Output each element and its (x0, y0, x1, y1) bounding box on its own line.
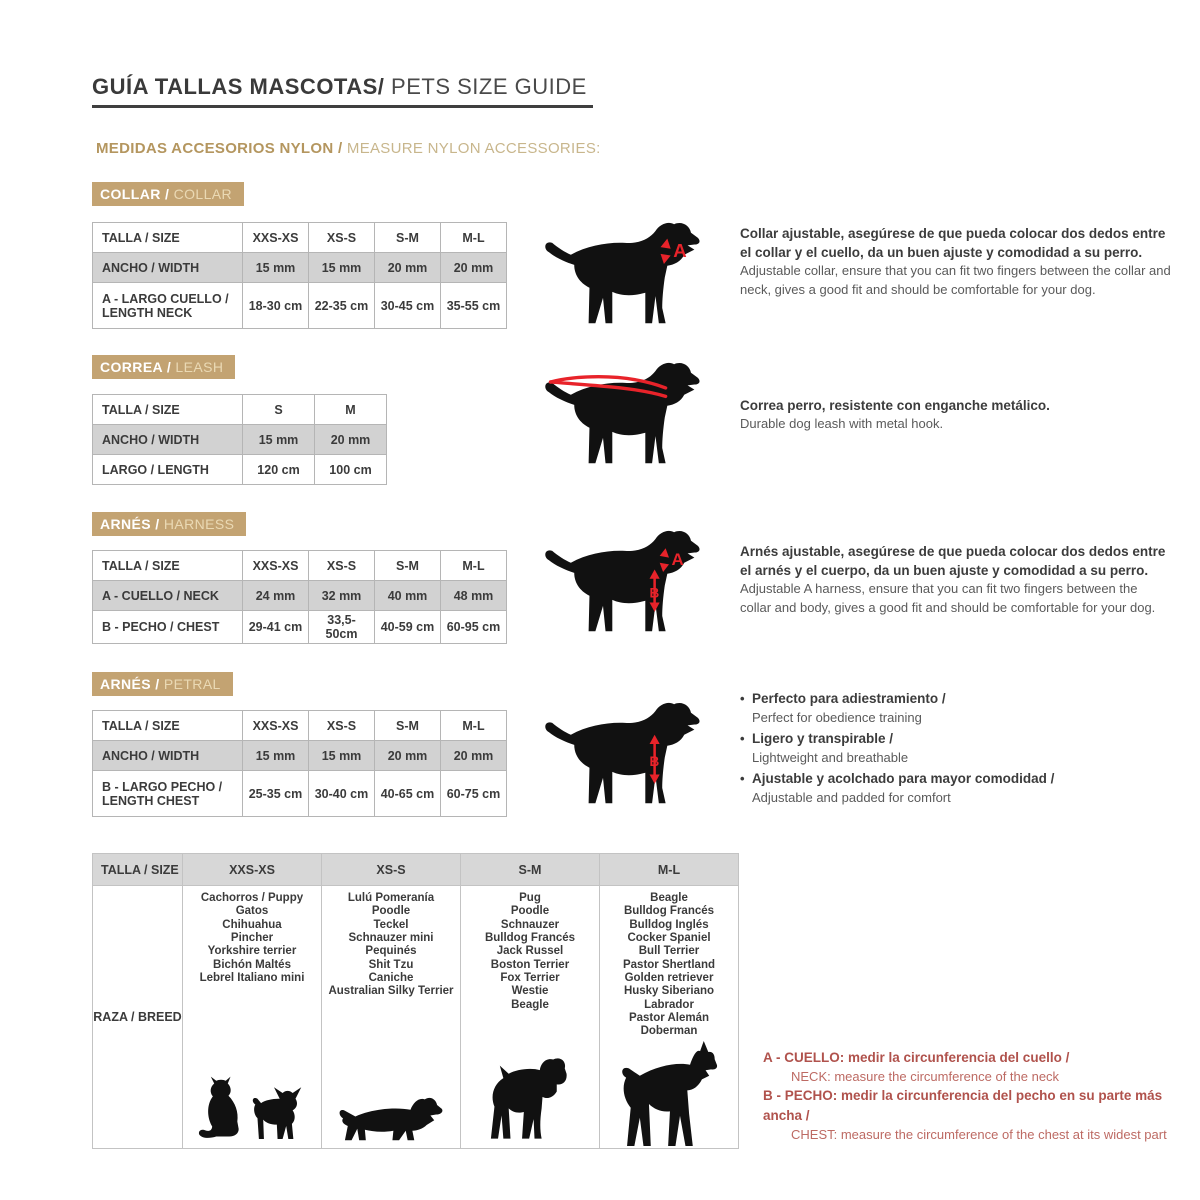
table-row (93, 741, 507, 771)
table-header-cell: M-L (600, 854, 739, 886)
harness-desc-es: Arnés ajustable, asegúrese de que pueda colocar dos dedos entre el arnés y el cuerpo, da un buen ajuste y comodidad a su perro. (740, 544, 1166, 579)
table-row (93, 611, 507, 644)
table-cell: 35-55 cm (441, 283, 507, 329)
petral-section-badge (92, 672, 233, 696)
table-header-cell: TALLA / SIZE (93, 711, 243, 741)
table-cell: 40 mm (375, 581, 441, 611)
table-header-cell: TALLA / SIZE (93, 395, 243, 425)
table-header-cell: XS-S (322, 854, 461, 886)
doberman-icon (617, 1039, 722, 1149)
table-cell: 15 mm (309, 741, 375, 771)
petral-dog-figure (540, 700, 710, 810)
collar-size-table (92, 222, 507, 329)
chihuahua-icon (251, 1083, 307, 1144)
petral-feature-list (740, 690, 1180, 810)
table-row (93, 771, 507, 817)
table-row (93, 283, 507, 329)
collar-desc-en: Adjustable collar, ensure that you can fit two fingers between the collar and neck, gives a good fit and should be comfortable for your dog. (740, 263, 1171, 297)
petral-bullet-en: Lightweight and breathable (752, 749, 909, 765)
table-header-cell: XS-S (309, 711, 375, 741)
page-title-en: PETS SIZE GUIDE (384, 74, 587, 99)
breed-item: Gatos (235, 905, 269, 918)
breed-item: Pincher (230, 931, 274, 944)
breed-item: Boston Terrier (490, 958, 570, 971)
note-neck-es: A - CUELLO: medir la circunferencia del cuello / (763, 1050, 1070, 1065)
breed-item: Labrador (644, 998, 694, 1011)
table-cell: 22-35 cm (309, 283, 375, 329)
breed-item: Pequinés (365, 945, 417, 958)
page-subtitle-es: MEDIDAS ACCESORIOS NYLON / (96, 140, 343, 157)
table-header-cell: TALLA / SIZE (93, 223, 243, 253)
schnauzer-icon (488, 1055, 573, 1144)
petral-bullet-es: • Ajustable y acolchado para mayor comodidad / (740, 770, 1180, 789)
dog-harness-measure-icon (540, 528, 710, 638)
table-row (93, 711, 507, 741)
breed-cell-s-m (461, 886, 600, 1149)
table-header-cell: XXS-XS (243, 551, 309, 581)
dog-leash-icon (540, 360, 710, 470)
table-cell: 29-41 cm (243, 611, 309, 644)
breed-row-label: RAZA / BREED (93, 1009, 182, 1024)
table-cell: 20 mm (375, 253, 441, 283)
petral-badge-es: ARNÉS / (100, 676, 160, 692)
breed-item: Yorkshire terrier (207, 945, 297, 958)
breed-cell-m-l (600, 886, 739, 1149)
breed-item: Shit Tzu (368, 958, 414, 971)
table-cell: A - LARGO CUELLO / LENGTH NECK (93, 283, 243, 329)
breed-item: Lulú Pomeranía (347, 892, 435, 904)
breed-list-m-l (623, 886, 715, 1039)
harness-description (740, 542, 1172, 617)
breed-item: Pastor Shertland (622, 958, 716, 971)
breed-list-xxs-xs (200, 886, 305, 985)
leash-badge-es: CORREA / (100, 359, 172, 375)
table-cell: 32 mm (309, 581, 375, 611)
leash-desc-en: Durable dog leash with metal hook. (740, 416, 944, 432)
table-cell: 24 mm (243, 581, 309, 611)
table-cell: 20 mm (315, 425, 387, 455)
breed-cell-xxs-xs (183, 886, 322, 1149)
table-header-cell: TALLA / SIZE (93, 854, 183, 886)
table-row (93, 886, 739, 1149)
breed-item: Pug (519, 892, 541, 904)
breed-row-label-cell (93, 886, 183, 1149)
table-header-cell: XS-S (309, 551, 375, 581)
breed-item: Bulldog Francés (623, 905, 715, 918)
table-header-cell: XXS-XS (243, 223, 309, 253)
breed-item: Golden retriever (624, 971, 714, 984)
table-header-cell: XXS-XS (183, 854, 322, 886)
table-cell: 30-40 cm (309, 771, 375, 817)
table-cell: 20 mm (375, 741, 441, 771)
table-cell: LARGO / LENGTH (93, 455, 243, 485)
note-chest-en: CHEST: measure the circumference of the chest at its widest part (791, 1126, 1167, 1142)
harness-badge-es: ARNÉS / (100, 516, 160, 532)
note-chest-es: B - PECHO: medir la circunferencia del pecho en su parte más ancha / (763, 1088, 1163, 1123)
table-row (93, 455, 387, 485)
table-cell: 30-45 cm (375, 283, 441, 329)
table-cell: 100 cm (315, 455, 387, 485)
leash-badge-en: LEASH (171, 359, 224, 375)
table-header-cell: M (315, 395, 387, 425)
collar-badge-es: COLLAR / (100, 186, 170, 202)
breed-cell-xs-s (322, 886, 461, 1149)
harness-dog-figure (540, 528, 710, 638)
table-row (93, 551, 507, 581)
chest-marker-label: B (649, 585, 660, 601)
table-cell: 120 cm (243, 455, 315, 485)
table-cell: 48 mm (441, 581, 507, 611)
table-cell: 40-59 cm (375, 611, 441, 644)
table-header-cell: M-L (441, 711, 507, 741)
breed-item: Caniche (368, 971, 414, 984)
table-cell: ANCHO / WIDTH (93, 253, 243, 283)
table-row (93, 425, 387, 455)
table-cell: 60-95 cm (441, 611, 507, 644)
table-header-cell: XXS-XS (243, 711, 309, 741)
table-cell: 15 mm (243, 741, 309, 771)
breed-item: Bulldog Francés (484, 931, 576, 944)
breed-item: Bull Terrier (638, 945, 700, 958)
breed-item: Doberman (640, 1025, 698, 1038)
measurement-notes (763, 1048, 1200, 1144)
collar-badge-en: COLLAR (169, 186, 233, 202)
table-cell: B - PECHO / CHEST (93, 611, 243, 644)
table-header-cell: M-L (441, 223, 507, 253)
collar-dog-figure (540, 220, 710, 330)
table-row (93, 223, 507, 253)
table-cell: 18-30 cm (243, 283, 309, 329)
breed-list-xs-s (328, 886, 453, 999)
table-header-cell: S (243, 395, 315, 425)
harness-desc-en: Adjustable A harness, ensure that you can fit two fingers between the collar and body, gives a good fit and should be comfortable for your dog. (740, 581, 1156, 615)
harness-size-table (92, 550, 507, 644)
petral-bullet-en: Adjustable and padded for comfort (752, 790, 951, 806)
cat-icon (197, 1076, 245, 1144)
table-header-cell: S-M (375, 711, 441, 741)
dachshund-icon (336, 1087, 446, 1144)
chest-marker-label: B (649, 754, 660, 769)
petral-bullet-es: • Perfecto para adiestramiento / (740, 690, 1180, 709)
petral-badge-en: PETRAL (159, 676, 221, 692)
leash-desc-es: Correa perro, resistente con enganche metálico. (740, 398, 1050, 413)
neck-marker-label: A (671, 550, 684, 570)
harness-badge-en: HARNESS (159, 516, 235, 532)
breed-item: Chihuahua (222, 918, 282, 931)
table-cell: ANCHO / WIDTH (93, 741, 243, 771)
breed-item: Poodle (371, 905, 411, 918)
table-cell: 15 mm (243, 253, 309, 283)
table-cell: 20 mm (441, 253, 507, 283)
page-subtitle (96, 140, 601, 157)
harness-section-badge (92, 512, 246, 536)
breed-item: Schnauzer (500, 918, 560, 931)
breed-list-s-m (485, 886, 575, 1012)
petral-bullet-en: Perfect for obedience training (752, 709, 922, 725)
breed-item: Bichón Maltés (213, 958, 291, 971)
table-header-cell: M-L (441, 551, 507, 581)
table-cell: 15 mm (243, 425, 315, 455)
breed-item: Beagle (650, 892, 688, 904)
note-neck-en: NECK: measure the circumference of the neck (791, 1068, 1060, 1084)
breed-item: Husky Siberiano (623, 985, 715, 998)
breed-item: Westie (511, 985, 549, 998)
table-header-cell: S-M (461, 854, 600, 886)
table-row (93, 395, 387, 425)
petral-size-table (92, 710, 507, 817)
table-header-cell: TALLA / SIZE (93, 551, 243, 581)
page-subtitle-en: MEASURE NYLON ACCESSORIES: (342, 140, 601, 157)
leash-size-table (92, 394, 387, 485)
table-cell: 40-65 cm (375, 771, 441, 817)
table-row (93, 854, 739, 886)
breed-item: Teckel (373, 918, 409, 931)
collar-description (740, 224, 1172, 299)
table-header-cell: S-M (375, 551, 441, 581)
breed-item: Fox Terrier (500, 971, 560, 984)
table-header-cell: XS-S (309, 223, 375, 253)
leash-section-badge (92, 355, 235, 379)
page-title-es: GUÍA TALLAS MASCOTAS/ (92, 74, 385, 99)
table-cell: 33,5-50cm (309, 611, 375, 644)
leash-description (740, 396, 1172, 434)
leash-dog-figure (540, 360, 710, 470)
breed-item: Beagle (511, 998, 549, 1011)
table-cell: B - LARGO PECHO / LENGTH CHEST (93, 771, 243, 817)
petral-bullet-es: • Ligero y transpirable / (740, 730, 1180, 749)
neck-marker-label: A (673, 240, 687, 262)
table-cell: 15 mm (309, 253, 375, 283)
collar-desc-es: Collar ajustable, asegúrese de que pueda colocar dos dedos entre el collar y el cuello, da un buen ajuste y comodidad a su perro. (740, 226, 1166, 261)
table-cell: 20 mm (441, 741, 507, 771)
table-cell: ANCHO / WIDTH (93, 425, 243, 455)
table-cell: 60-75 cm (441, 771, 507, 817)
breed-item: Poodle (510, 905, 550, 918)
breed-item: Jack Russel (496, 945, 564, 958)
dog-collar-measure-icon (540, 220, 710, 330)
breed-item: Schnauzer mini (348, 931, 434, 944)
table-cell: 25-35 cm (243, 771, 309, 817)
collar-section-badge (92, 182, 244, 206)
dog-petral-measure-icon (540, 700, 710, 810)
table-header-cell: S-M (375, 223, 441, 253)
table-row (93, 581, 507, 611)
breed-size-table (92, 853, 739, 1149)
breed-item: Pastor Alemán (628, 1011, 710, 1024)
breed-item: Cachorros / Puppy (200, 892, 304, 904)
breed-item: Bulldog Inglés (629, 918, 709, 931)
page-title (92, 74, 593, 108)
table-row (93, 253, 507, 283)
breed-item: Cocker Spaniel (627, 931, 711, 944)
table-cell: A - CUELLO / NECK (93, 581, 243, 611)
breed-item: Australian Silky Terrier (328, 985, 454, 998)
breed-item: Lebrel Italiano mini (199, 971, 305, 984)
